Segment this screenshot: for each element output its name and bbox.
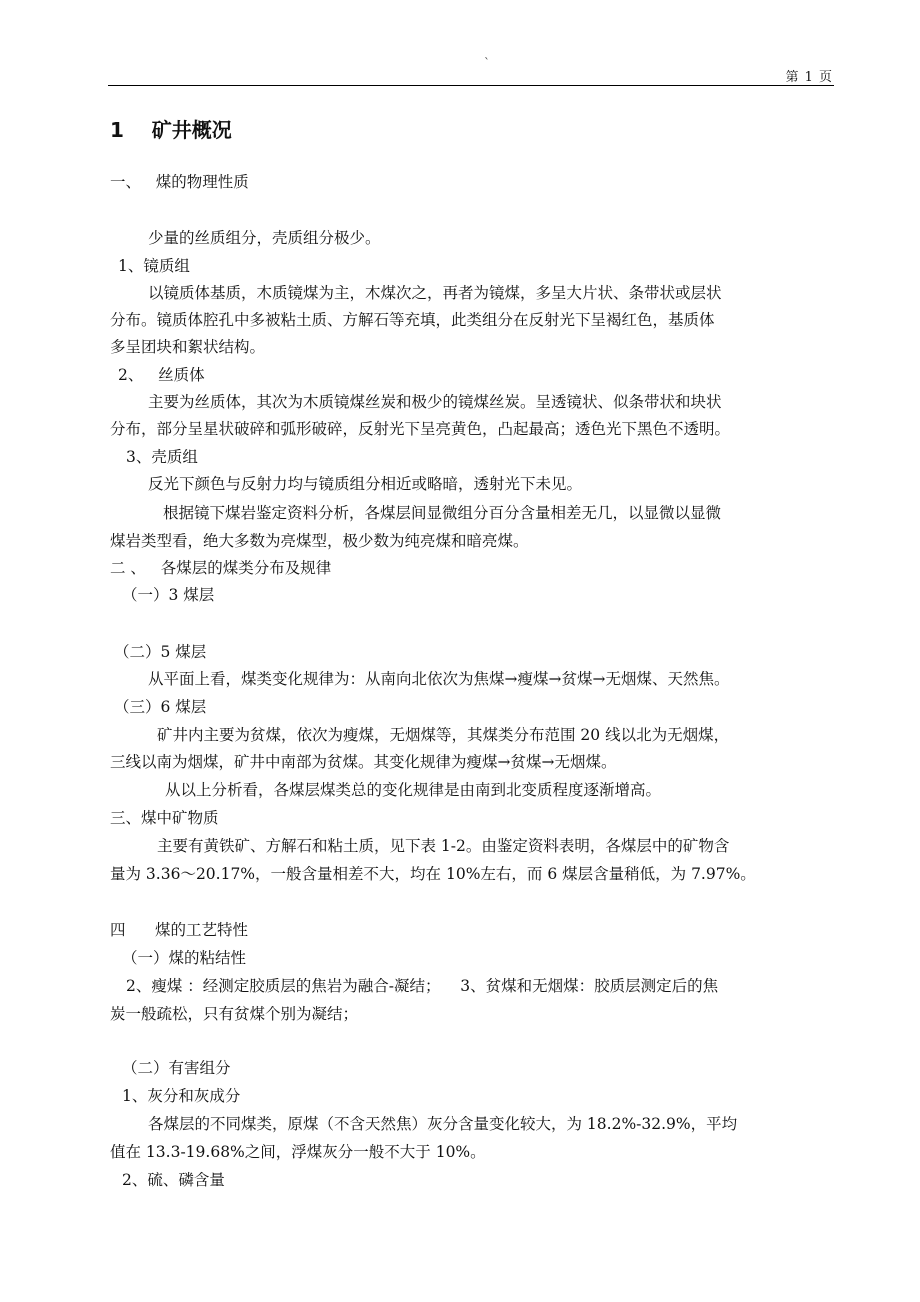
subsection-title: （三）6 煤层	[114, 698, 207, 716]
subsection-title: （一）3 煤层	[122, 586, 215, 604]
section-heading: 1 矿井概况	[110, 118, 232, 142]
paragraph-line: 反光下颜色与反射力均与镜质组分相近或略暗，透射光下未见。	[148, 475, 583, 493]
subsection-title: 3、壳质组	[126, 448, 198, 466]
header-mark: `	[484, 56, 490, 70]
subsection-title: 2、硫、磷含量	[122, 1171, 225, 1189]
header-rule	[108, 85, 834, 86]
paragraph-line: 三线以南为烟煤，矿井中南部为贫煤。其变化规律为瘦煤→贫煤→无烟煤。	[110, 753, 617, 771]
subsection-title: 1、镜质组	[118, 257, 190, 275]
paragraph-line: 主要为丝质体，其次为木质镜煤丝炭和极少的镜煤丝炭。呈透镜状、似条带状和块状	[148, 393, 722, 411]
section-title: 一、 煤的物理性质	[110, 173, 249, 191]
subsection-title: 2、 丝质体	[118, 366, 205, 384]
paragraph-line: 以镜质体基质，木质镜煤为主，木煤次之，再者为镜煤，多呈大片状、条带状或层状	[148, 284, 722, 302]
paragraph-line: 从以上分析看，各煤层煤类总的变化规律是由南到北变质程度逐渐增高。	[165, 781, 662, 799]
paragraph-line: 量为 3.36～20.17%，一般含量相差不大，均在 10%左右，而 6 煤层含量稍低，为 7.97%。	[110, 865, 756, 883]
paragraph-line: 分布，部分呈星状破碎和弧形破碎，反射光下呈亮黄色，凸起最高；透色光下黑色不透明。	[110, 420, 731, 438]
subsection-title: 1、灰分和灰成分	[122, 1087, 241, 1105]
section-title: 二 、 各煤层的煤类分布及规律	[110, 559, 332, 577]
paragraph-line: 矿井内主要为贫煤，依次为瘦煤，无烟煤等，其煤类分布范围 20 线以北为无烟煤，	[157, 726, 730, 744]
subsection-title: （二）5 煤层	[114, 643, 207, 661]
paragraph-line: 各煤层的不同煤类，原煤（不含天然焦）灰分含量变化较大，为 18.2%-32.9%，平均	[148, 1115, 738, 1133]
paragraph-line: 从平面上看，煤类变化规律为：从南向北依次为焦煤→瘦煤→贫煤→无烟煤、天然焦。	[148, 670, 730, 688]
paragraph-line: 煤岩类型看，绝大多数为亮煤型，极少数为纯亮煤和暗亮煤。	[110, 532, 529, 550]
section-title: 四 煤的工艺特性	[110, 921, 249, 939]
paragraph-line: 多呈团块和絮状结构。	[110, 338, 266, 356]
subsection-title: （二）有害组分	[122, 1059, 231, 1077]
section-title: 三、煤中矿物质	[110, 809, 219, 827]
paragraph-line: 根据镜下煤岩鉴定资料分析，各煤层间显微组分百分含量相差无几，以显微以显微	[163, 504, 722, 522]
paragraph-line: 值在 13.3-19.68%之间，浮煤灰分一般不大于 10%。	[110, 1143, 486, 1161]
paragraph-line: 炭一般疏松，只有贫煤个别为凝结；	[110, 1005, 359, 1023]
paragraph-line: 分布。镜质体腔孔中多被粘土质、方解石等充填，此类组分在反射光下呈褐红色，基质体	[110, 311, 715, 329]
subsection-title: （一）煤的粘结性	[122, 949, 247, 967]
page-number: 第 1 页	[785, 70, 833, 85]
paragraph-line: 2、瘦煤 ：经测定胶质层的焦岩为融合-凝结； 3、贫煤和无烟煤：胶质层测定后的焦	[126, 977, 719, 995]
paragraph-line: 少量的丝质组分，壳质组分极少。	[148, 229, 381, 247]
paragraph-line: 主要有黄铁矿、方解石和粘土质，见下表 1-2。由鉴定资料表明，各煤层中的矿物含	[157, 837, 730, 855]
